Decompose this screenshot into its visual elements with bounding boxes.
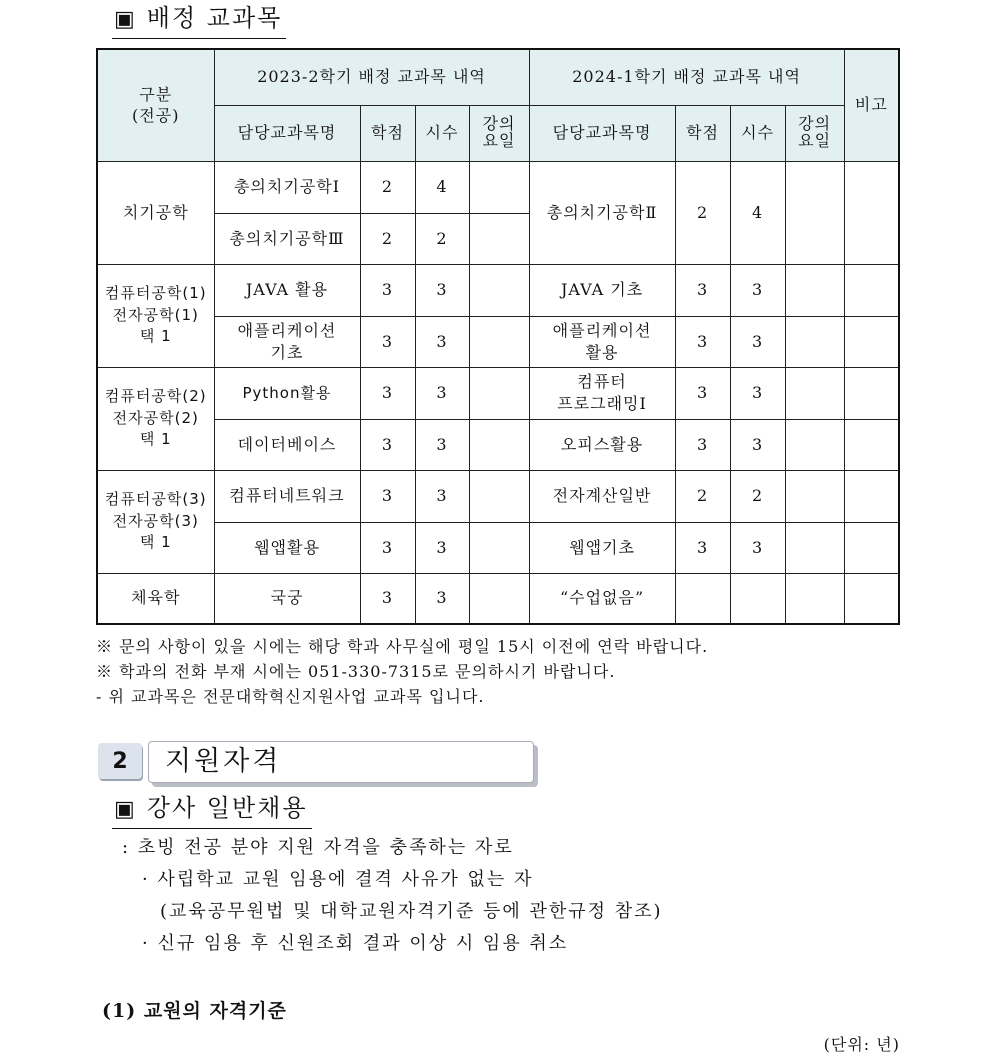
credits-cell: 3	[360, 316, 415, 367]
hours-cell: 3	[415, 316, 469, 367]
remarks-cell	[844, 573, 899, 624]
header-subject: 담당교과목명	[529, 105, 675, 161]
table-row	[97, 316, 899, 367]
credits-cell: 2	[675, 161, 730, 264]
hours-cell: 3	[415, 367, 469, 419]
header-term-2023-2: 2023-2학기 배정 교과목 내역	[214, 49, 529, 105]
header-division: 구분 (전공)	[97, 49, 214, 161]
header-hours: 시수	[415, 105, 469, 161]
qualification-item-1-note: (교육공무원법 및 대학교원자격기준 등에 관한규정 참조)	[160, 901, 663, 922]
table-row	[97, 470, 899, 522]
table-row	[97, 264, 899, 316]
subsection-title: 강사 일반채용	[146, 794, 308, 822]
day-cell	[785, 367, 844, 419]
hours-cell: 3	[415, 522, 469, 573]
remarks-cell	[844, 161, 899, 264]
hours-cell: 3	[730, 522, 785, 573]
credits-cell: 3	[675, 419, 730, 470]
day-cell	[785, 522, 844, 573]
credits-cell: 3	[360, 419, 415, 470]
day-cell	[469, 161, 529, 213]
header-term-2024-1: 2024-1학기 배정 교과목 내역	[529, 49, 844, 105]
subject-cell: 애플리케이션 기초	[214, 316, 360, 367]
day-cell	[469, 522, 529, 573]
subsection-heading-lecturer	[112, 792, 312, 829]
criteria-title: (1) 교원의 자격기준	[102, 1000, 287, 1022]
header-credits: 학점	[675, 105, 730, 161]
day-cell	[469, 213, 529, 264]
hours-cell: 3	[730, 316, 785, 367]
section-heading-allocated-courses	[112, 2, 286, 39]
credits-cell: 3	[675, 264, 730, 316]
subject-cell: 컴퓨터 프로그래밍Ⅰ	[529, 367, 675, 419]
subject-cell: 국궁	[214, 573, 360, 624]
note-contact-hours: ※ 문의 사항이 있을 시에는 해당 학과 사무실에 평일 15시 이전에 연락 바랍니다.	[96, 637, 709, 656]
credits-cell: 2	[360, 213, 415, 264]
credits-cell: 3	[360, 470, 415, 522]
note-program: - 위 교과목은 전문대학혁신지원사업 교과목 입니다.	[96, 687, 485, 706]
hours-cell: 3	[415, 419, 469, 470]
group-cell: 치기공학	[97, 161, 214, 264]
hours-cell: 3	[730, 367, 785, 419]
header-lecture-day: 강의 요일	[785, 105, 844, 161]
credits-cell: 3	[360, 264, 415, 316]
day-cell	[785, 573, 844, 624]
hours-cell: 4	[415, 161, 469, 213]
day-cell	[469, 367, 529, 419]
subject-cell: 총의치기공학Ⅱ	[529, 161, 675, 264]
subject-cell: 애플리케이션 활용	[529, 316, 675, 367]
table-row	[97, 573, 899, 624]
subject-cell: 오피스활용	[529, 419, 675, 470]
day-cell	[785, 161, 844, 264]
day-cell	[785, 264, 844, 316]
table-notes	[96, 634, 708, 709]
remarks-cell	[844, 470, 899, 522]
remarks-cell	[844, 419, 899, 470]
table-row	[97, 367, 899, 419]
hours-cell: 2	[730, 470, 785, 522]
subject-cell: 웹앱활용	[214, 522, 360, 573]
header-lecture-day: 강의 요일	[469, 105, 529, 161]
day-cell	[469, 264, 529, 316]
hours-cell: 3	[730, 264, 785, 316]
remarks-cell	[844, 316, 899, 367]
subject-cell: Python활용	[214, 367, 360, 419]
subject-cell: JAVA 기초	[529, 264, 675, 316]
subject-cell: 전자계산일반	[529, 470, 675, 522]
qualification-item-2: · 신규 임용 후 신원조회 결과 이상 시 임용 취소	[142, 933, 569, 954]
subject-cell: 컴퓨터네트워크	[214, 470, 360, 522]
table-row	[97, 161, 899, 213]
group-cell: 컴퓨터공학(3) 전자공학(3) 택 1	[97, 470, 214, 573]
subject-cell: 총의치기공학Ⅲ	[214, 213, 360, 264]
square-marker-icon: ▣	[114, 797, 137, 822]
course-allocation-table	[96, 48, 900, 625]
hours-cell: 4	[730, 161, 785, 264]
credits-cell: 3	[360, 367, 415, 419]
header-hours: 시수	[730, 105, 785, 161]
note-phone: ※ 학과의 전화 부재 시에는 051-330-7315로 문의하시기 바랍니다.	[96, 662, 616, 681]
remarks-cell	[844, 367, 899, 419]
day-cell	[785, 419, 844, 470]
subject-cell: 총의치기공학Ⅰ	[214, 161, 360, 213]
credits-cell: 3	[675, 522, 730, 573]
subject-cell: JAVA 활용	[214, 264, 360, 316]
day-cell	[785, 470, 844, 522]
credits-cell: 2	[675, 470, 730, 522]
day-cell	[469, 419, 529, 470]
group-cell: 체육학	[97, 573, 214, 624]
hours-cell	[730, 573, 785, 624]
hours-cell: 3	[730, 419, 785, 470]
header-remarks: 비고	[844, 49, 899, 161]
credits-cell: 3	[675, 316, 730, 367]
credits-cell	[675, 573, 730, 624]
section-title: 배정 교과목	[146, 4, 283, 32]
subject-cell: “수업없음”	[529, 573, 675, 624]
section-title-eligibility: 지원자격	[148, 741, 534, 783]
section-number-badge: 2	[98, 743, 142, 779]
remarks-cell	[844, 522, 899, 573]
hours-cell: 3	[415, 470, 469, 522]
table-row	[97, 522, 899, 573]
qualification-item-1: · 사립학교 교원 임용에 결격 사유가 없는 자	[142, 869, 534, 890]
day-cell	[785, 316, 844, 367]
hours-cell: 3	[415, 264, 469, 316]
header-subject: 담당교과목명	[214, 105, 360, 161]
credits-cell: 2	[360, 161, 415, 213]
remarks-cell	[844, 264, 899, 316]
subject-cell: 데이터베이스	[214, 419, 360, 470]
day-cell	[469, 470, 529, 522]
qualification-intro: : 초빙 전공 분야 지원 자격을 충족하는 자로	[122, 837, 514, 858]
group-cell: 컴퓨터공학(2) 전자공학(2) 택 1	[97, 367, 214, 470]
subject-cell: 웹앱기초	[529, 522, 675, 573]
table-row	[97, 419, 899, 470]
unit-label: (단위: 년)	[823, 1035, 900, 1054]
day-cell	[469, 316, 529, 367]
header-credits: 학점	[360, 105, 415, 161]
credits-cell: 3	[360, 573, 415, 624]
square-marker-icon: ▣	[114, 7, 137, 32]
credits-cell: 3	[360, 522, 415, 573]
credits-cell: 3	[675, 367, 730, 419]
group-cell: 컴퓨터공학(1) 전자공학(1) 택 1	[97, 264, 214, 367]
hours-cell: 3	[415, 573, 469, 624]
hours-cell: 2	[415, 213, 469, 264]
day-cell	[469, 573, 529, 624]
